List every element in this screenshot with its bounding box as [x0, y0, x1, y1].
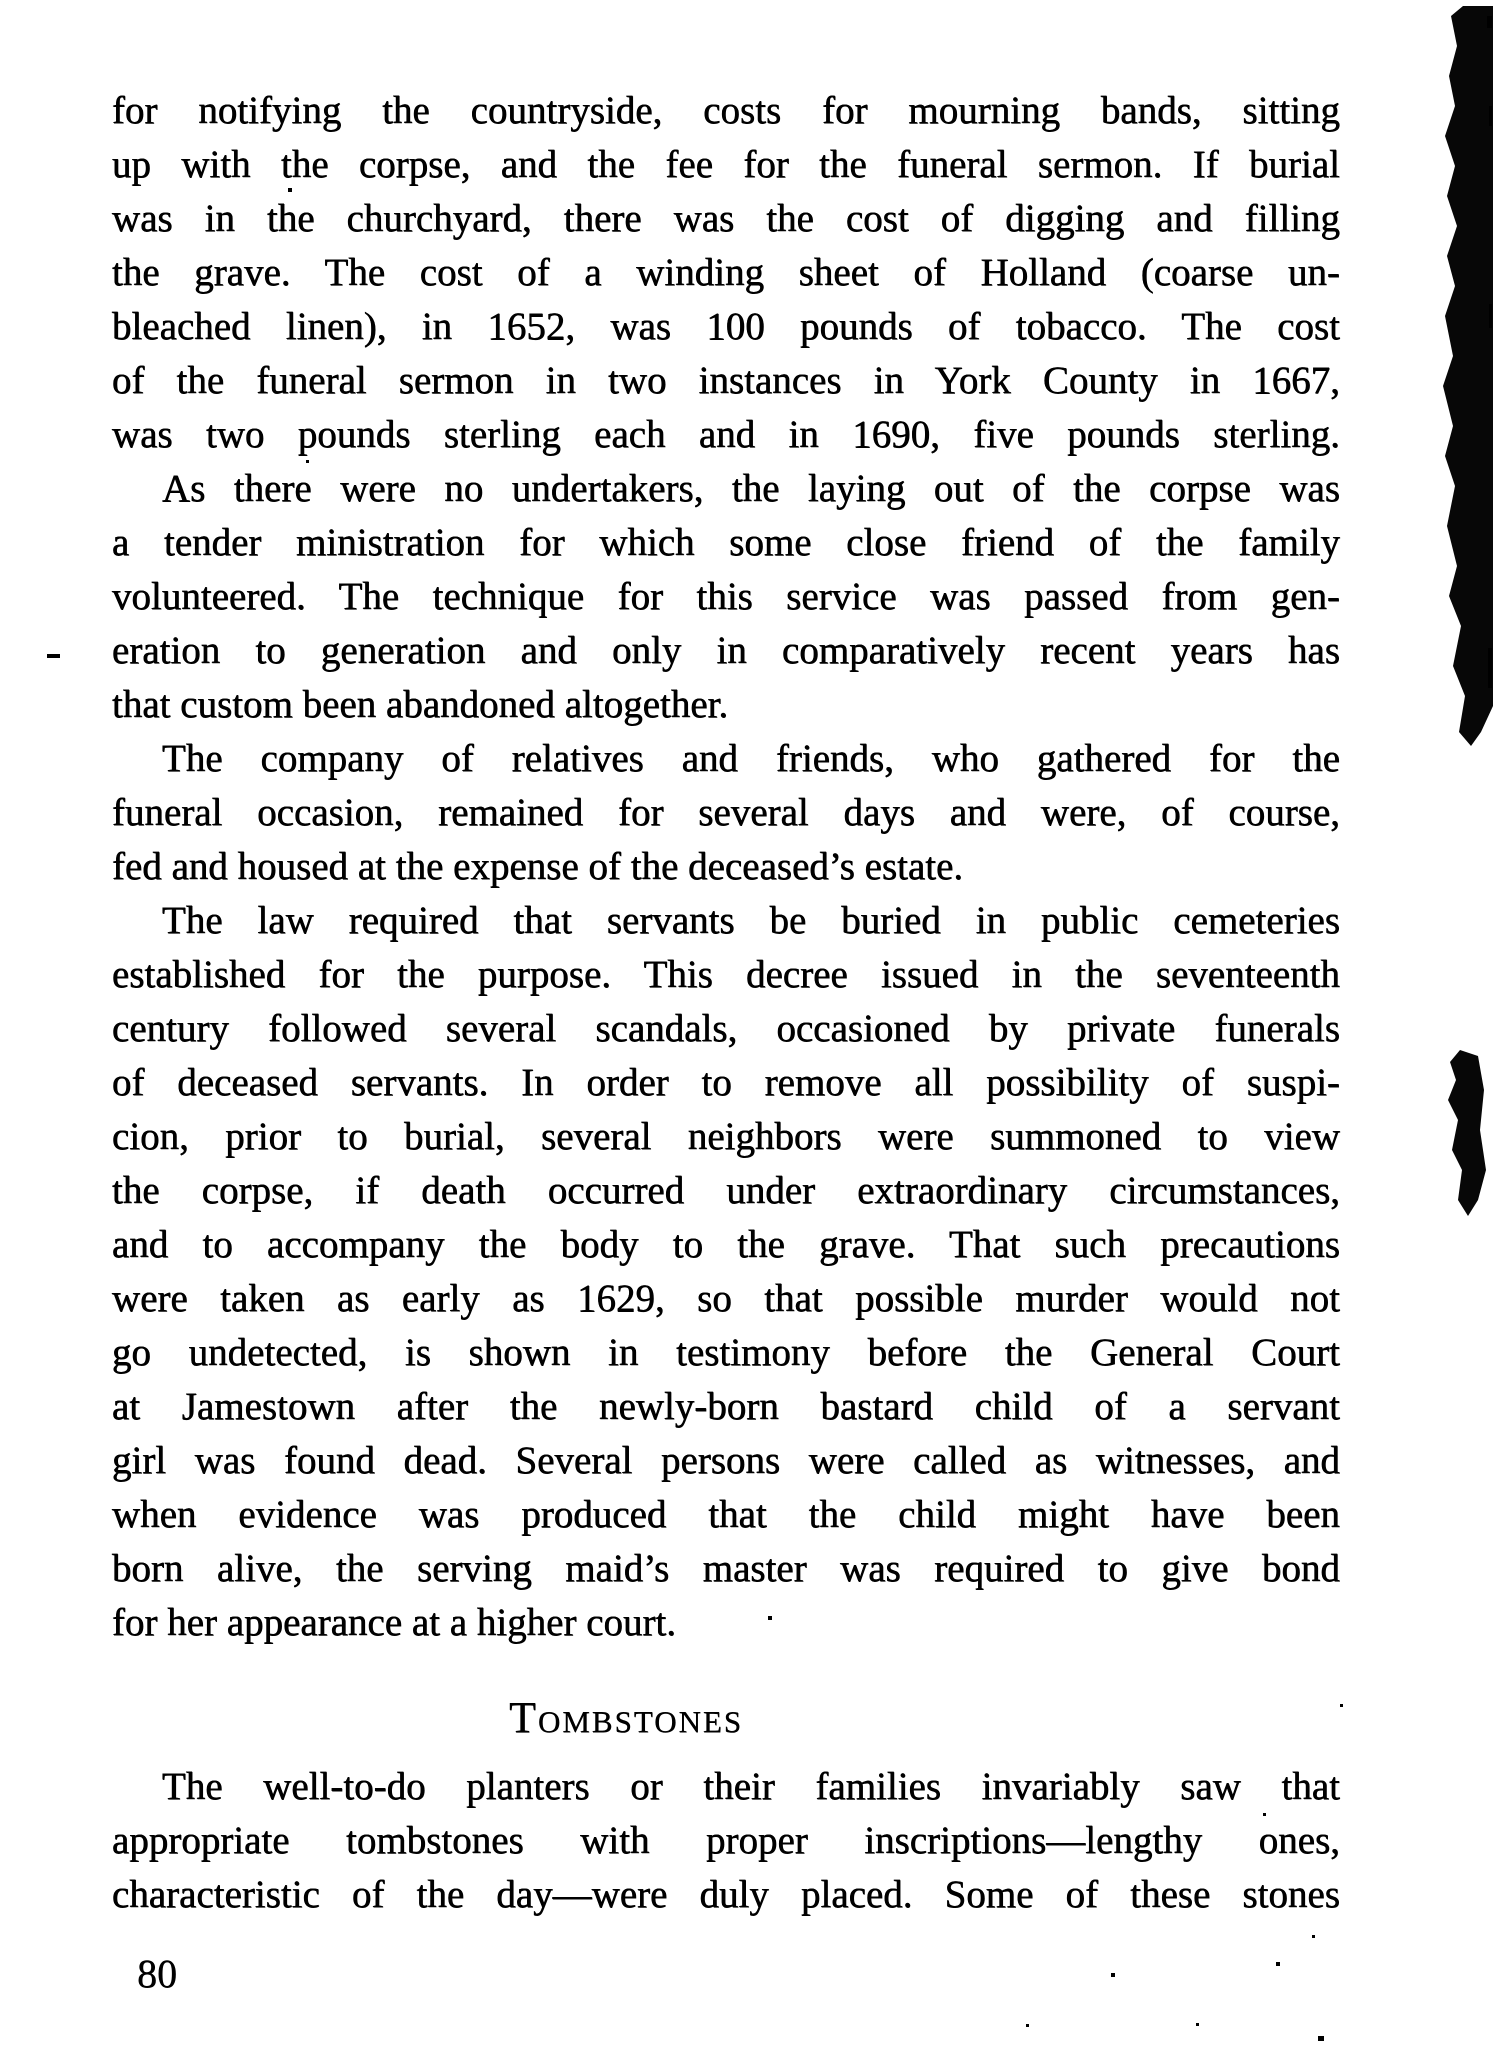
body-text-bottom: [112, 1760, 1340, 1922]
scan-speck: [306, 460, 309, 463]
text-line: of deceased servants. In order to remove all possibility of suspi-: [112, 1061, 1340, 1104]
text-line: that custom been abandoned altogether.: [112, 683, 729, 726]
text-line: the grave. The cost of a winding sheet of Holland (coarse un-: [112, 251, 1340, 294]
paragraph: [112, 894, 1340, 1650]
text-line: up with the corpse, and the fee for the funeral sermon. If burial: [112, 143, 1340, 186]
text-line: appropriate tombstones with proper inscriptions—lengthy ones,: [112, 1819, 1340, 1862]
text-line: for notifying the countryside, costs for mourning bands, sitting: [112, 89, 1340, 132]
scan-speck: [1026, 2024, 1029, 2027]
scan-speck: [1263, 1813, 1266, 1816]
text-line: bleached linen), in 1652, was 100 pounds of tobacco. The cost: [112, 305, 1340, 348]
page-number: 80: [137, 1951, 177, 1996]
paragraph: [112, 462, 1340, 732]
paragraph: [112, 732, 1340, 894]
scan-edge-mark: [1489, 304, 1492, 328]
text-line: the corpse, if death occurred under extraordinary circumstances,: [112, 1169, 1340, 1212]
scan-speck: [1276, 1962, 1280, 1966]
text-line: established for the purpose. This decree issued in the seventeenth: [112, 953, 1340, 996]
scan-speck: [1340, 1704, 1343, 1707]
text-line: century followed several scandals, occasioned by private funerals: [112, 1007, 1340, 1050]
scan-speck: [1196, 2023, 1199, 2026]
text-line: As there were no undertakers, the laying out of the corpse was: [162, 467, 1340, 510]
scan-speck: [1318, 2036, 1324, 2041]
scan-edge-mark: [1488, 648, 1492, 688]
text-line: when evidence was produced that the child might have been: [112, 1493, 1340, 1536]
scan-margin-dash: [47, 654, 60, 658]
paragraph: [112, 84, 1340, 462]
text-line: The well-to-do planters or their families invariably saw that: [162, 1765, 1340, 1808]
paragraph: [112, 1760, 1340, 1922]
section-heading: Tombstones: [508, 1693, 744, 1742]
text-line: characteristic of the day—were duly placed. Some of these stones: [112, 1873, 1340, 1916]
scan-speck: [1111, 1973, 1115, 1977]
text-line: eration to generation and only in comparatively recent years has: [112, 629, 1340, 672]
text-line: of the funeral sermon in two instances in York County in 1667,: [112, 359, 1340, 402]
text-line: for her appearance at a higher court.: [112, 1601, 677, 1644]
text-line: at Jamestown after the newly-born bastard child of a servant: [112, 1385, 1340, 1428]
text-line: and to accompany the body to the grave. That such precautions: [112, 1223, 1340, 1266]
text-line: was in the churchyard, there was the cost of digging and filling: [112, 197, 1340, 240]
scan-edge-mark: [1489, 106, 1492, 126]
body-text-top: [112, 84, 1340, 1650]
scan-speck: [768, 1616, 772, 1620]
text-line: fed and housed at the expense of the deceased’s estate.: [112, 845, 964, 888]
text-line: cion, prior to burial, several neighbors were summoned to view: [112, 1115, 1340, 1158]
text-column: [112, 84, 1340, 1922]
scan-ink-blob: [1444, 1050, 1486, 1216]
text-line: born alive, the serving maid’s master was required to give bond: [112, 1547, 1340, 1590]
text-line: volunteered. The technique for this service was passed from gen-: [112, 575, 1340, 618]
text-line: The company of relatives and friends, who gathered for the: [162, 737, 1340, 780]
text-line: The law required that servants be buried in public cemeteries: [162, 899, 1340, 942]
scan-speck: [1312, 1935, 1315, 1938]
scan-ink-streak: [1441, 6, 1493, 746]
scan-edge-mark: [1487, 16, 1492, 28]
text-line: was two pounds sterling each and in 1690, five pounds sterling.: [112, 413, 1340, 456]
text-line: go undetected, is shown in testimony before the General Court: [112, 1331, 1340, 1374]
text-line: a tender ministration for which some close friend of the family: [112, 521, 1340, 564]
scan-speck: [288, 188, 292, 192]
text-line: funeral occasion, remained for several days and were, of course,: [112, 791, 1340, 834]
text-line: were taken as early as 1629, so that possible murder would not: [112, 1277, 1340, 1320]
text-line: girl was found dead. Several persons were called as witnesses, and: [112, 1439, 1340, 1482]
